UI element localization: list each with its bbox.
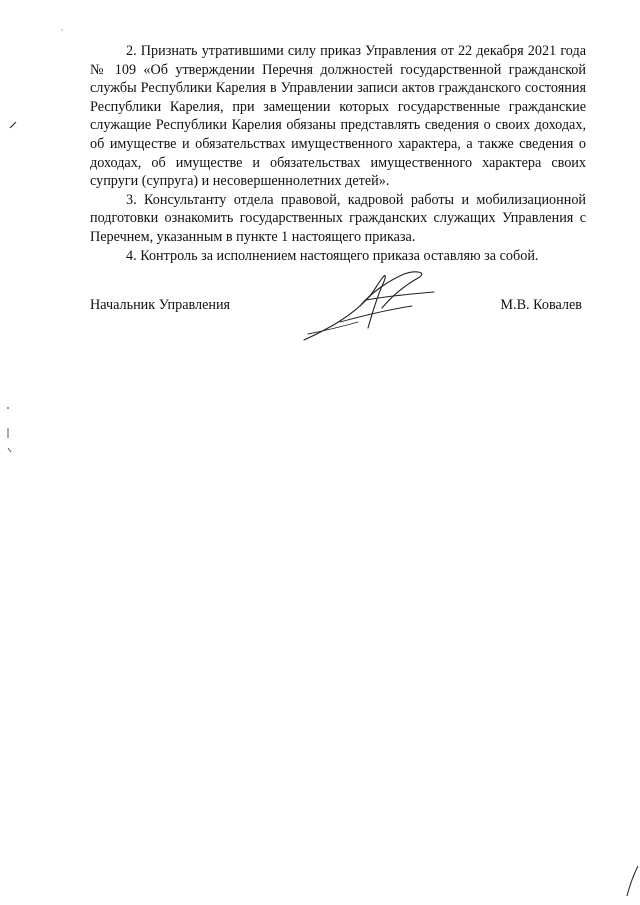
signatory-title: Начальник Управления bbox=[90, 297, 231, 313]
paragraph-4: 4. Контроль за исполнением настоящего приказа оставляю за собой. bbox=[126, 247, 539, 264]
paragraph-2: 2. Признать утратившими силу приказ Управления от 22 декабря 2021 года № 109 «Об утверждении Перечня должностей государственной гражданской службы Республики Карелия в Управлении записи актов гражданского состояния Республики Карелия, при замещении которых государственные гражданские служащие Республики Карелия обязаны представлять сведения о своих доходах, об имуществе и обязательствах имущественного характера, а также сведения о доходах, об имуществе и обязательствах имущественного характера своих супруги (супруга) и несовершеннолетних детей». bbox=[90, 43, 586, 190]
handwritten-signature bbox=[300, 266, 450, 346]
paragraph-3: 3. Консультанту отдела правовой, кадровой работы и мобилизационной подготовки ознакомить государственных гражданских служащих Управления с Перечнем, указанным в пункте 1 настоящего приказа. bbox=[90, 191, 586, 245]
document-body bbox=[90, 42, 586, 265]
signatory-name: М.В. Ковалев bbox=[500, 297, 582, 313]
